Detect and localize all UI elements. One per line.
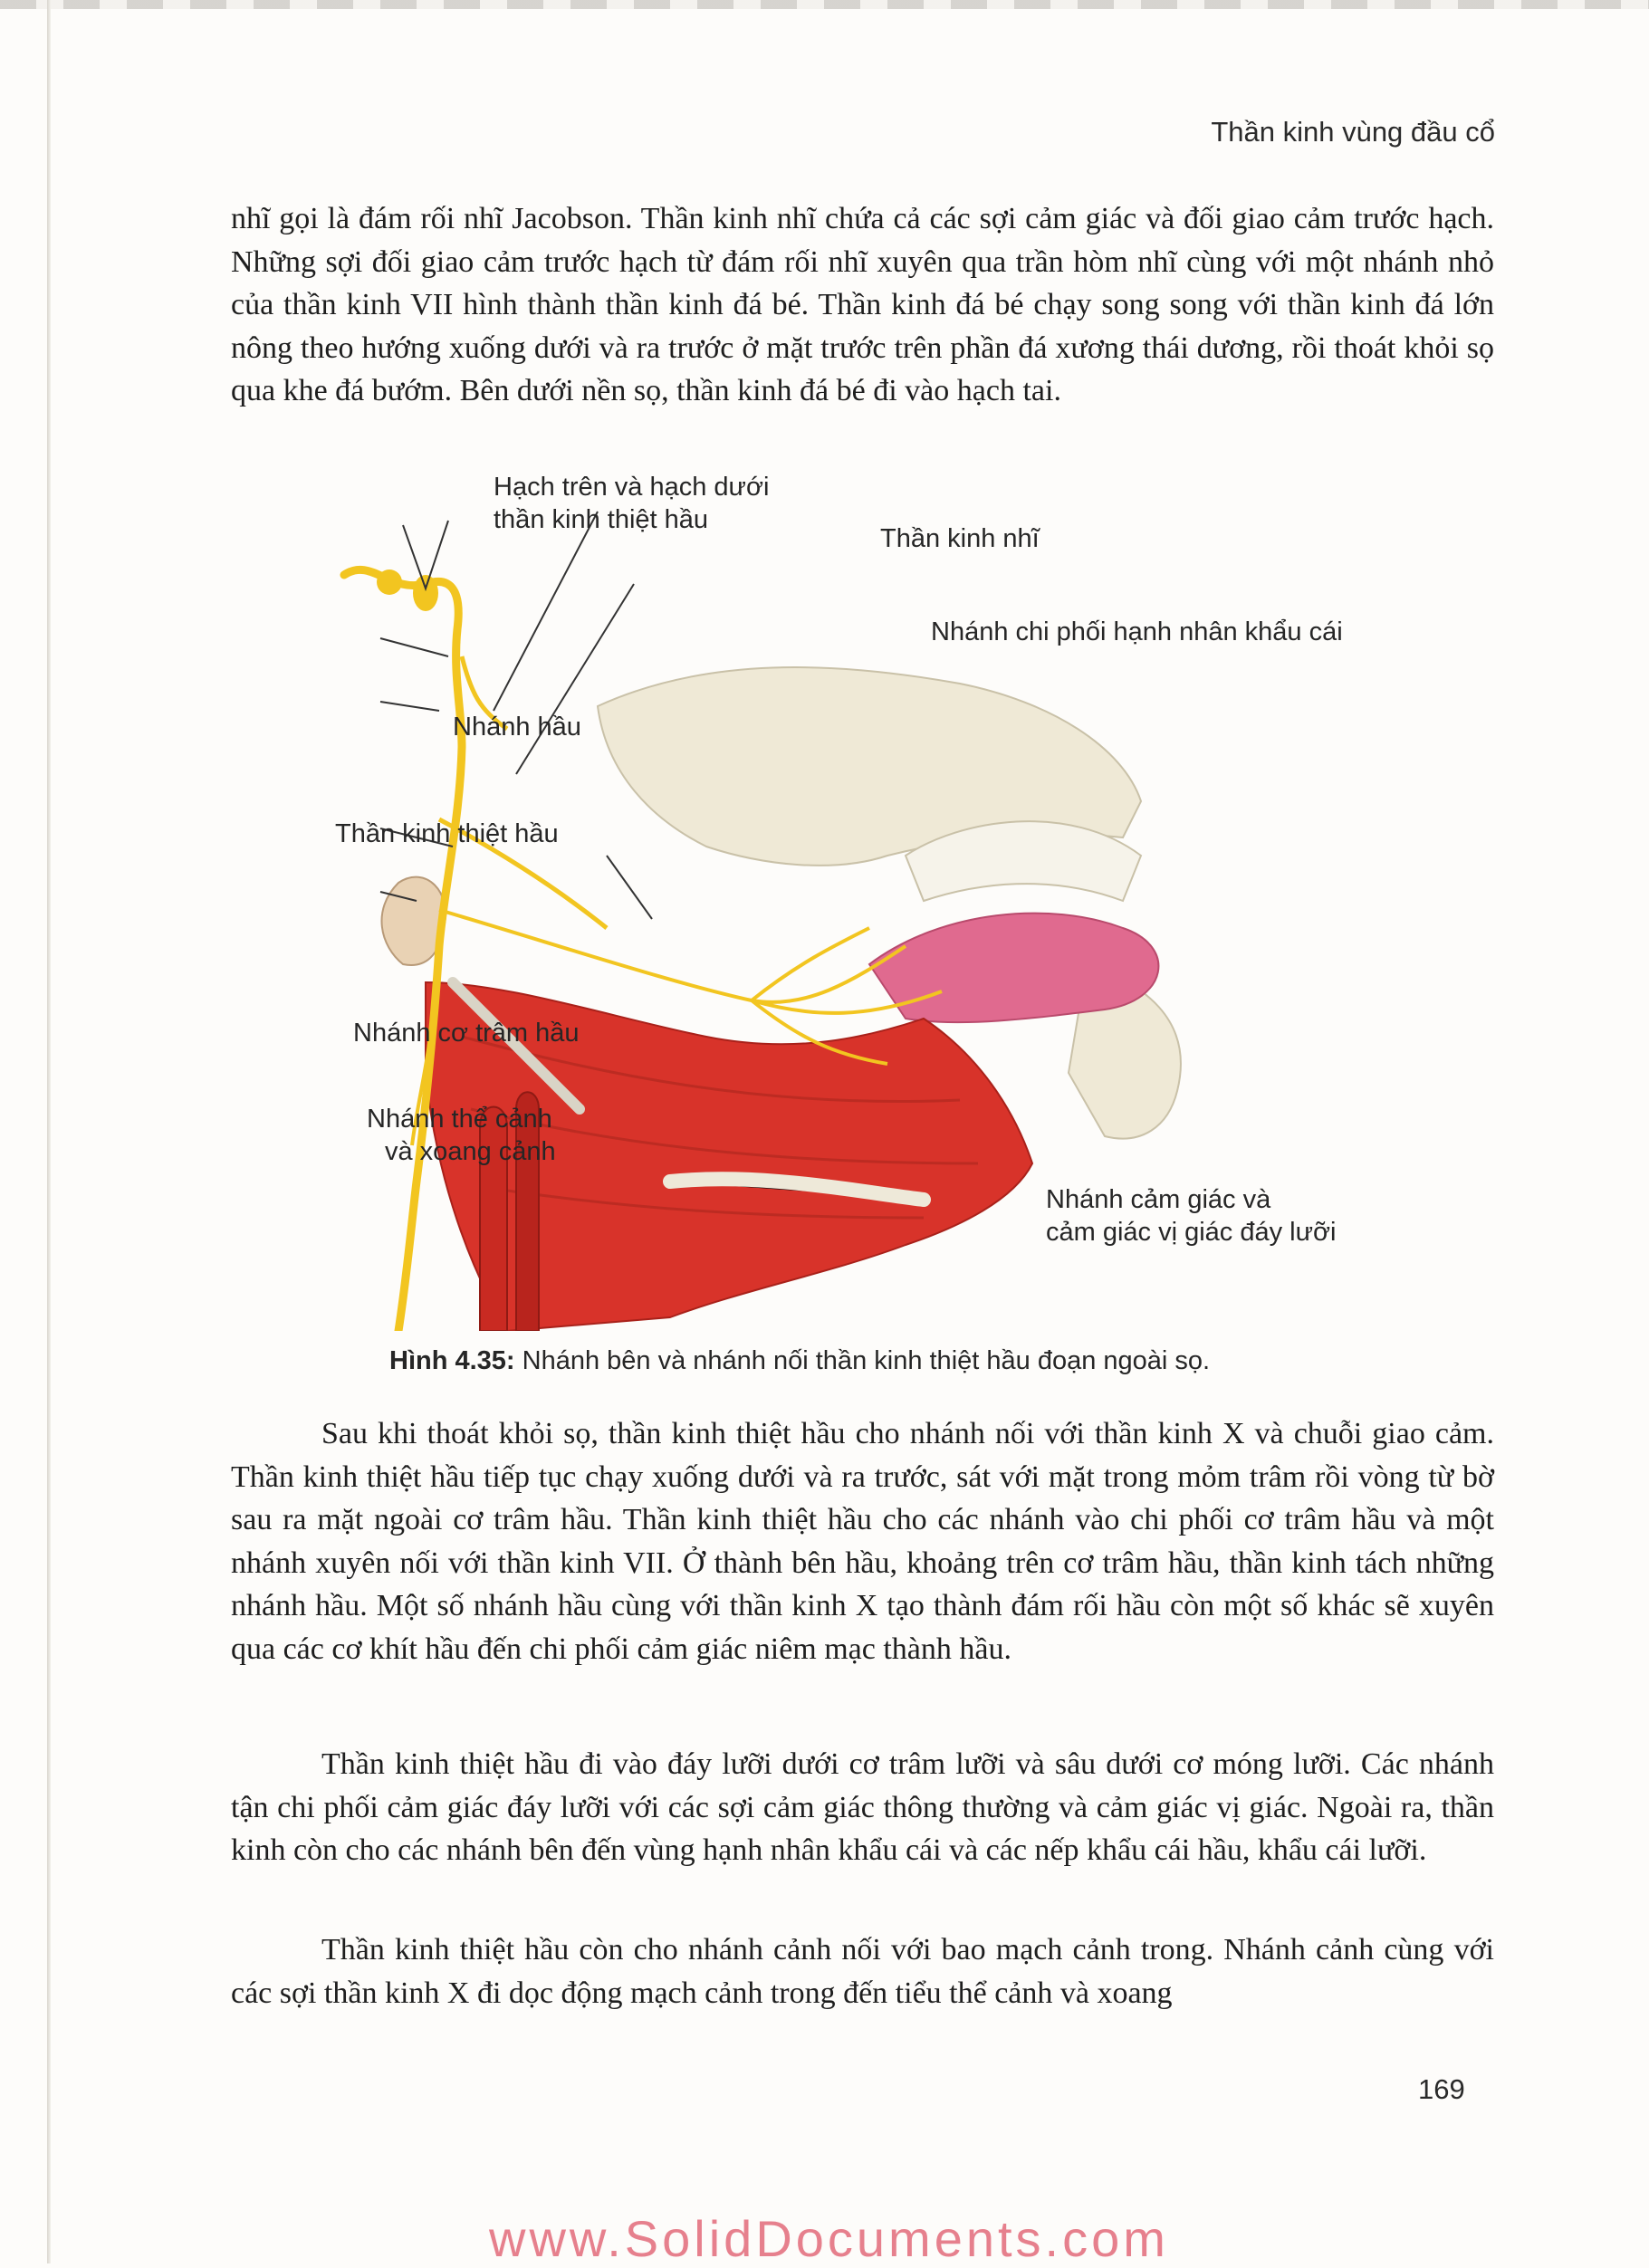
- label-lingual-line2: cảm giác vị giác đáy lưỡi: [1046, 1218, 1337, 1247]
- running-header: Thần kinh vùng đầu cổ: [1211, 116, 1495, 148]
- label-stylopharyngeal-branch: Nhánh cơ trâm hầu: [353, 1019, 580, 1048]
- paragraph-4: Thần kinh thiệt hầu còn cho nhánh cảnh nối với bao mạch cảnh trong. Nhánh cảnh cùng với các sợi thần kinh X đi dọc động mạch cảnh trong đến tiểu thể cảnh và xoang: [231, 1933, 1494, 2010]
- paragraph-1: nhĩ gọi là đám rối nhĩ Jacobson. Thần kinh nhĩ chứa cả các sợi cảm giác và đối giao cảm trước hạch. Những sợi đối giao cảm trước hạch từ đám rối nhĩ xuyên qua trần hòm nhĩ cùng với một nhánh nhỏ của thần kinh VII hình thành thần kinh đá bé. Thần kinh đá bé chạy song song với thần kinh đá lớn nông theo hướng xuống dưới và ra trước ở mặt trước trên phần đá xương thái dương, rồi thoát khỏi sọ qua khe đá bướm. Bên dưới nền sọ, thần kinh đá bé đi vào hạch tai.: [231, 202, 1494, 407]
- paragraph-2: Sau khi thoát khỏi sọ, thần kinh thiệt hầu cho nhánh nối với thần kinh X và chuỗi giao cảm. Thần kinh thiệt hầu tiếp tục chạy xuống dưới và ra trước, sát với mặt trong mỏm trâm rồi vòng từ bờ sau ra mặt ngoài cơ trâm hầu. Thần kinh thiệt hầu cho các nhánh vào chi phối cơ trâm hầu và một nhánh xuyên nối với thần kinh VII. Ở thành bên hầu, khoảng trên cơ trâm hầu, thần kinh tách những nhánh hầu. Một số nhánh hầu cùng với thần kinh X tạo thành đám rối hầu còn một số khác sẽ xuyên qua các cơ khít hầu đến chi phối cảm giác niêm mạc thành hầu.: [231, 1417, 1494, 1666]
- label-carotid-line1: Nhánh thể cảnh: [367, 1105, 552, 1134]
- anatomy-figure: [326, 475, 1431, 1331]
- tongue: [869, 914, 1158, 1023]
- label-tympanic-nerve: Thần kinh nhĩ: [880, 524, 1040, 553]
- scan-left-edge: [47, 0, 51, 2263]
- label-tonsillar-branch: Nhánh chi phối hạnh nhân khẩu cái: [931, 617, 1343, 646]
- scan-top-edge: [0, 0, 1649, 9]
- inferior-ganglion: [413, 575, 438, 611]
- label-ganglia-line1: Hạch trên và hạch dưới: [494, 473, 770, 502]
- caption-number: Hình 4.35:: [389, 1346, 515, 1375]
- label-carotid-line2: và xoang cảnh: [385, 1137, 556, 1166]
- superior-ganglion: [377, 569, 402, 595]
- watermark: www.SolidDocuments.com: [489, 2210, 1169, 2267]
- page-number: 169: [1418, 2073, 1465, 2105]
- label-ganglia-line2: thần kinh thiệt hầu: [494, 505, 709, 534]
- label-pharyngeal-branch: Nhánh hầu: [453, 713, 581, 742]
- label-glossopharyngeal-nerve: Thần kinh thiệt hầu: [335, 819, 559, 848]
- paragraph-3: Thần kinh thiệt hầu đi vào đáy lưỡi dưới cơ trâm lưỡi và sâu dưới cơ móng lưỡi. Các nhánh tận chi phối cảm giác đáy lưỡi với các sợi cảm giác thông thường và cảm giác vị giác. Ngoài ra, thần kinh còn cho các nhánh bên đến vùng hạnh nhân khẩu cái và các nếp khẩu cái hầu, khẩu cái lưỡi.: [231, 1747, 1494, 1867]
- figure-caption: [389, 1346, 1210, 1376]
- caption-text: Nhánh bên và nhánh nối thần kinh thiệt hầu đoạn ngoài sọ.: [514, 1346, 1211, 1375]
- label-lingual-line1: Nhánh cảm giác và: [1046, 1185, 1271, 1214]
